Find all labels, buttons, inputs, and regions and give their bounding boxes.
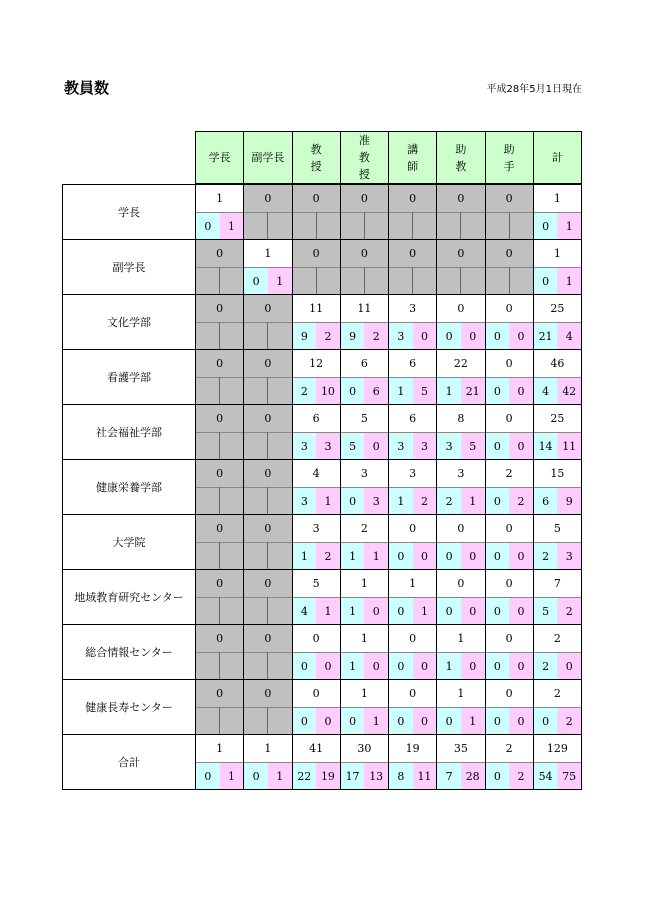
row-label: 看護学部 [63, 350, 196, 405]
male-count-cell: 7 [437, 763, 461, 790]
as-of-date: 平成28年5月1日現在 [486, 84, 582, 95]
total-cell: 0 [437, 515, 485, 543]
female-count-cell: 3 [557, 543, 581, 570]
male-count-cell: 1 [340, 598, 364, 625]
total-cell: 3 [292, 515, 340, 543]
table-row-totals [63, 405, 582, 433]
total-cell: 5 [292, 570, 340, 598]
empty-cell [268, 488, 292, 515]
total-cell: 8 [437, 405, 485, 433]
empty-cell [389, 213, 413, 240]
total-cell: 0 [244, 570, 292, 598]
female-count-cell: 1 [220, 213, 244, 240]
empty-cell [292, 213, 316, 240]
table-row-totals [63, 185, 582, 213]
empty-cell [244, 708, 268, 735]
male-count-cell: 0 [533, 213, 557, 240]
female-count-cell: 0 [364, 598, 388, 625]
male-count-cell: 2 [533, 543, 557, 570]
total-cell: 0 [389, 515, 437, 543]
female-count-cell: 0 [461, 598, 485, 625]
total-cell: 0 [485, 680, 533, 708]
total-cell: 1 [196, 735, 244, 763]
female-count-cell: 0 [461, 543, 485, 570]
row-label: 副学長 [63, 240, 196, 295]
empty-cell [485, 268, 509, 295]
female-count-cell: 1 [461, 488, 485, 515]
total-cell: 11 [340, 295, 388, 323]
total-cell: 41 [292, 735, 340, 763]
total-cell: 0 [340, 185, 388, 213]
empty-cell [220, 653, 244, 680]
male-count-cell: 54 [533, 763, 557, 790]
female-count-cell: 0 [509, 433, 533, 460]
male-count-cell: 9 [340, 323, 364, 350]
female-count-cell: 0 [461, 653, 485, 680]
total-cell: 2 [340, 515, 388, 543]
row-label: 総合情報センター [63, 625, 196, 680]
male-count-cell: 0 [389, 598, 413, 625]
female-count-cell: 3 [413, 433, 437, 460]
total-cell: 0 [389, 185, 437, 213]
total-cell: 0 [196, 405, 244, 433]
total-cell: 22 [437, 350, 485, 378]
total-cell: 0 [485, 240, 533, 268]
male-count-cell: 3 [292, 433, 316, 460]
female-count-cell: 2 [364, 323, 388, 350]
female-count-cell: 0 [509, 543, 533, 570]
total-cell: 3 [437, 460, 485, 488]
empty-cell [196, 653, 220, 680]
total-cell: 1 [196, 185, 244, 213]
empty-cell [364, 213, 388, 240]
male-count-cell: 0 [196, 213, 220, 240]
male-count-cell: 14 [533, 433, 557, 460]
total-cell: 1 [244, 240, 292, 268]
table-row-totals [63, 295, 582, 323]
empty-cell [268, 323, 292, 350]
total-cell: 1 [389, 570, 437, 598]
empty-cell [268, 708, 292, 735]
column-header: 助 教 [437, 132, 485, 184]
row-label: 健康長寿センター [63, 680, 196, 735]
total-cell: 0 [292, 185, 340, 213]
female-count-cell: 0 [413, 708, 437, 735]
empty-cell [196, 543, 220, 570]
female-count-cell: 19 [316, 763, 340, 790]
male-count-cell: 0 [292, 708, 316, 735]
total-cell: 0 [437, 570, 485, 598]
male-count-cell: 8 [389, 763, 413, 790]
empty-cell [340, 268, 364, 295]
female-count-cell: 2 [557, 598, 581, 625]
total-cell: 2 [533, 680, 581, 708]
total-cell: 25 [533, 405, 581, 433]
male-count-cell: 0 [485, 653, 509, 680]
female-count-cell: 0 [364, 653, 388, 680]
empty-cell [244, 598, 268, 625]
empty-cell [196, 488, 220, 515]
male-count-cell: 0 [196, 763, 220, 790]
empty-cell [220, 708, 244, 735]
female-count-cell: 0 [509, 653, 533, 680]
total-cell: 3 [389, 295, 437, 323]
column-header: 学長 [196, 132, 244, 184]
female-count-cell: 1 [364, 708, 388, 735]
female-count-cell: 28 [461, 763, 485, 790]
male-count-cell: 1 [437, 653, 461, 680]
row-label: 地域教育研究センター [63, 570, 196, 625]
column-header: 計 [533, 132, 581, 184]
column-header: 講 師 [389, 132, 437, 184]
empty-cell [316, 213, 340, 240]
total-cell: 0 [244, 405, 292, 433]
female-count-cell: 1 [413, 598, 437, 625]
empty-cell [196, 598, 220, 625]
row-label: 大学院 [63, 515, 196, 570]
row-label: 文化学部 [63, 295, 196, 350]
male-count-cell: 0 [340, 378, 364, 405]
empty-cell [220, 268, 244, 295]
total-cell: 15 [533, 460, 581, 488]
female-count-cell: 2 [509, 488, 533, 515]
empty-cell [244, 433, 268, 460]
total-cell: 3 [340, 460, 388, 488]
male-count-cell: 1 [389, 378, 413, 405]
total-cell: 6 [389, 350, 437, 378]
total-cell: 0 [437, 240, 485, 268]
total-cell: 0 [196, 680, 244, 708]
male-count-cell: 3 [437, 433, 461, 460]
total-cell: 0 [437, 185, 485, 213]
female-count-cell: 0 [509, 598, 533, 625]
male-count-cell: 0 [389, 653, 413, 680]
male-count-cell: 2 [292, 378, 316, 405]
total-cell: 0 [485, 515, 533, 543]
column-header: 教 授 [292, 132, 340, 184]
total-cell: 1 [437, 625, 485, 653]
empty-cell [509, 268, 533, 295]
male-count-cell: 0 [389, 543, 413, 570]
total-cell: 46 [533, 350, 581, 378]
female-count-cell: 1 [316, 488, 340, 515]
female-count-cell: 0 [557, 653, 581, 680]
row-label: 社会福祉学部 [63, 405, 196, 460]
female-count-cell: 0 [461, 323, 485, 350]
table-row-totals [63, 240, 582, 268]
total-cell: 0 [196, 240, 244, 268]
male-count-cell: 5 [340, 433, 364, 460]
empty-cell [244, 653, 268, 680]
male-count-cell: 0 [485, 708, 509, 735]
empty-cell [244, 543, 268, 570]
total-cell: 0 [196, 350, 244, 378]
total-cell: 0 [196, 625, 244, 653]
empty-cell [268, 433, 292, 460]
male-count-cell: 0 [437, 543, 461, 570]
male-count-cell: 0 [340, 708, 364, 735]
empty-cell [461, 268, 485, 295]
empty-cell [413, 213, 437, 240]
total-cell: 0 [244, 460, 292, 488]
total-cell: 0 [292, 625, 340, 653]
total-cell: 1 [437, 680, 485, 708]
empty-cell [364, 268, 388, 295]
female-count-cell: 13 [364, 763, 388, 790]
male-count-cell: 0 [485, 323, 509, 350]
female-count-cell: 2 [316, 543, 340, 570]
empty-cell [220, 433, 244, 460]
page-title: 教員数 [64, 79, 110, 97]
total-cell: 25 [533, 295, 581, 323]
empty-cell [220, 323, 244, 350]
total-cell: 0 [292, 680, 340, 708]
male-count-cell: 1 [389, 488, 413, 515]
total-cell: 0 [244, 185, 292, 213]
total-cell: 0 [196, 460, 244, 488]
male-count-cell: 0 [244, 763, 268, 790]
total-cell: 35 [437, 735, 485, 763]
male-count-cell: 0 [485, 543, 509, 570]
male-count-cell: 0 [244, 268, 268, 295]
female-count-cell: 1 [557, 268, 581, 295]
row-label: 健康栄養学部 [63, 460, 196, 515]
header-row [63, 132, 582, 184]
total-cell: 0 [485, 350, 533, 378]
male-count-cell: 0 [533, 268, 557, 295]
total-cell: 2 [485, 735, 533, 763]
female-count-cell: 3 [316, 433, 340, 460]
total-cell: 0 [485, 405, 533, 433]
female-count-cell: 0 [509, 378, 533, 405]
female-count-cell: 1 [220, 763, 244, 790]
male-count-cell: 0 [533, 708, 557, 735]
empty-cell [461, 213, 485, 240]
empty-cell [196, 433, 220, 460]
empty-cell [220, 543, 244, 570]
male-count-cell: 2 [533, 653, 557, 680]
header-corner [63, 132, 196, 184]
total-cell: 0 [244, 295, 292, 323]
female-count-cell: 21 [461, 378, 485, 405]
total-cell: 3 [389, 460, 437, 488]
female-count-cell: 11 [557, 433, 581, 460]
female-count-cell: 3 [364, 488, 388, 515]
empty-cell [485, 213, 509, 240]
male-count-cell: 3 [389, 433, 413, 460]
total-cell: 0 [485, 625, 533, 653]
male-count-cell: 4 [292, 598, 316, 625]
total-cell: 12 [292, 350, 340, 378]
table-row-totals [63, 515, 582, 543]
female-count-cell: 0 [509, 708, 533, 735]
total-cell: 0 [244, 680, 292, 708]
row-label: 合計 [63, 735, 196, 790]
table-row-totals [63, 460, 582, 488]
empty-cell [220, 598, 244, 625]
empty-cell [220, 488, 244, 515]
empty-cell [196, 708, 220, 735]
male-count-cell: 0 [485, 598, 509, 625]
male-count-cell: 1 [292, 543, 316, 570]
male-count-cell: 6 [533, 488, 557, 515]
total-cell: 0 [485, 570, 533, 598]
female-count-cell: 2 [413, 488, 437, 515]
female-count-cell: 2 [509, 763, 533, 790]
total-cell: 5 [533, 515, 581, 543]
female-count-cell: 0 [316, 653, 340, 680]
table-row-totals [63, 680, 582, 708]
male-count-cell: 0 [437, 323, 461, 350]
table-row-totals [63, 570, 582, 598]
male-count-cell: 17 [340, 763, 364, 790]
male-count-cell: 3 [389, 323, 413, 350]
total-cell: 1 [340, 680, 388, 708]
total-cell: 0 [196, 570, 244, 598]
male-count-cell: 4 [533, 378, 557, 405]
total-cell: 0 [292, 240, 340, 268]
total-cell: 11 [292, 295, 340, 323]
male-count-cell: 0 [485, 763, 509, 790]
total-cell: 6 [340, 350, 388, 378]
female-count-cell: 2 [557, 708, 581, 735]
total-cell: 0 [485, 185, 533, 213]
empty-cell [268, 543, 292, 570]
female-count-cell: 1 [316, 598, 340, 625]
empty-cell [437, 268, 461, 295]
female-count-cell: 0 [316, 708, 340, 735]
female-count-cell: 1 [461, 708, 485, 735]
male-count-cell: 1 [437, 378, 461, 405]
empty-cell [244, 488, 268, 515]
empty-cell [268, 598, 292, 625]
total-cell: 0 [340, 240, 388, 268]
table-row-totals [63, 350, 582, 378]
male-count-cell: 0 [485, 433, 509, 460]
total-cell: 19 [389, 735, 437, 763]
total-cell: 0 [389, 680, 437, 708]
empty-cell [220, 378, 244, 405]
male-count-cell: 1 [340, 653, 364, 680]
total-cell: 1 [533, 185, 581, 213]
female-count-cell: 1 [364, 543, 388, 570]
male-count-cell: 0 [389, 708, 413, 735]
faculty-count-table [62, 131, 582, 790]
total-cell: 2 [485, 460, 533, 488]
total-cell: 2 [533, 625, 581, 653]
column-header: 准 教 授 [340, 132, 388, 184]
total-cell: 129 [533, 735, 581, 763]
male-count-cell: 0 [437, 598, 461, 625]
empty-cell [437, 213, 461, 240]
female-count-cell: 6 [364, 378, 388, 405]
male-count-cell: 9 [292, 323, 316, 350]
male-count-cell: 0 [485, 378, 509, 405]
female-count-cell: 9 [557, 488, 581, 515]
female-count-cell: 1 [268, 268, 292, 295]
total-cell: 6 [292, 405, 340, 433]
total-cell: 0 [196, 295, 244, 323]
male-count-cell: 1 [340, 543, 364, 570]
female-count-cell: 0 [509, 323, 533, 350]
total-cell: 0 [244, 350, 292, 378]
empty-cell [413, 268, 437, 295]
total-cell: 0 [437, 295, 485, 323]
male-count-cell: 22 [292, 763, 316, 790]
female-count-cell: 0 [413, 543, 437, 570]
female-count-cell: 4 [557, 323, 581, 350]
female-count-cell: 2 [316, 323, 340, 350]
total-cell: 0 [196, 515, 244, 543]
empty-cell [196, 378, 220, 405]
empty-cell [244, 213, 268, 240]
total-cell: 5 [340, 405, 388, 433]
empty-cell [268, 653, 292, 680]
empty-cell [244, 378, 268, 405]
empty-cell [389, 268, 413, 295]
empty-cell [268, 213, 292, 240]
female-count-cell: 0 [364, 433, 388, 460]
total-cell: 1 [340, 625, 388, 653]
column-header: 副学長 [244, 132, 292, 184]
female-count-cell: 75 [557, 763, 581, 790]
empty-cell [340, 213, 364, 240]
male-count-cell: 0 [292, 653, 316, 680]
total-cell: 0 [244, 625, 292, 653]
female-count-cell: 5 [413, 378, 437, 405]
female-count-cell: 0 [413, 653, 437, 680]
female-count-cell: 42 [557, 378, 581, 405]
column-header: 助 手 [485, 132, 533, 184]
total-cell: 0 [485, 295, 533, 323]
total-cell: 1 [244, 735, 292, 763]
male-count-cell: 3 [292, 488, 316, 515]
empty-cell [268, 378, 292, 405]
total-cell: 30 [340, 735, 388, 763]
total-cell: 0 [244, 515, 292, 543]
empty-cell [316, 268, 340, 295]
row-label: 学長 [63, 185, 196, 240]
total-cell: 0 [389, 240, 437, 268]
male-count-cell: 0 [485, 488, 509, 515]
empty-cell [244, 323, 268, 350]
total-cell: 4 [292, 460, 340, 488]
empty-cell [292, 268, 316, 295]
female-count-cell: 1 [557, 213, 581, 240]
empty-cell [509, 213, 533, 240]
table-row-totals [63, 625, 582, 653]
total-cell: 7 [533, 570, 581, 598]
female-count-cell: 5 [461, 433, 485, 460]
total-cell: 1 [533, 240, 581, 268]
empty-cell [196, 323, 220, 350]
male-count-cell: 0 [340, 488, 364, 515]
male-count-cell: 21 [533, 323, 557, 350]
total-cell: 6 [389, 405, 437, 433]
empty-cell [196, 268, 220, 295]
male-count-cell: 2 [437, 488, 461, 515]
male-count-cell: 5 [533, 598, 557, 625]
female-count-cell: 10 [316, 378, 340, 405]
female-count-cell: 11 [413, 763, 437, 790]
female-count-cell: 0 [413, 323, 437, 350]
total-cell: 0 [389, 625, 437, 653]
table-row-totals [63, 735, 582, 763]
male-count-cell: 0 [437, 708, 461, 735]
female-count-cell: 1 [268, 763, 292, 790]
total-cell: 1 [340, 570, 388, 598]
